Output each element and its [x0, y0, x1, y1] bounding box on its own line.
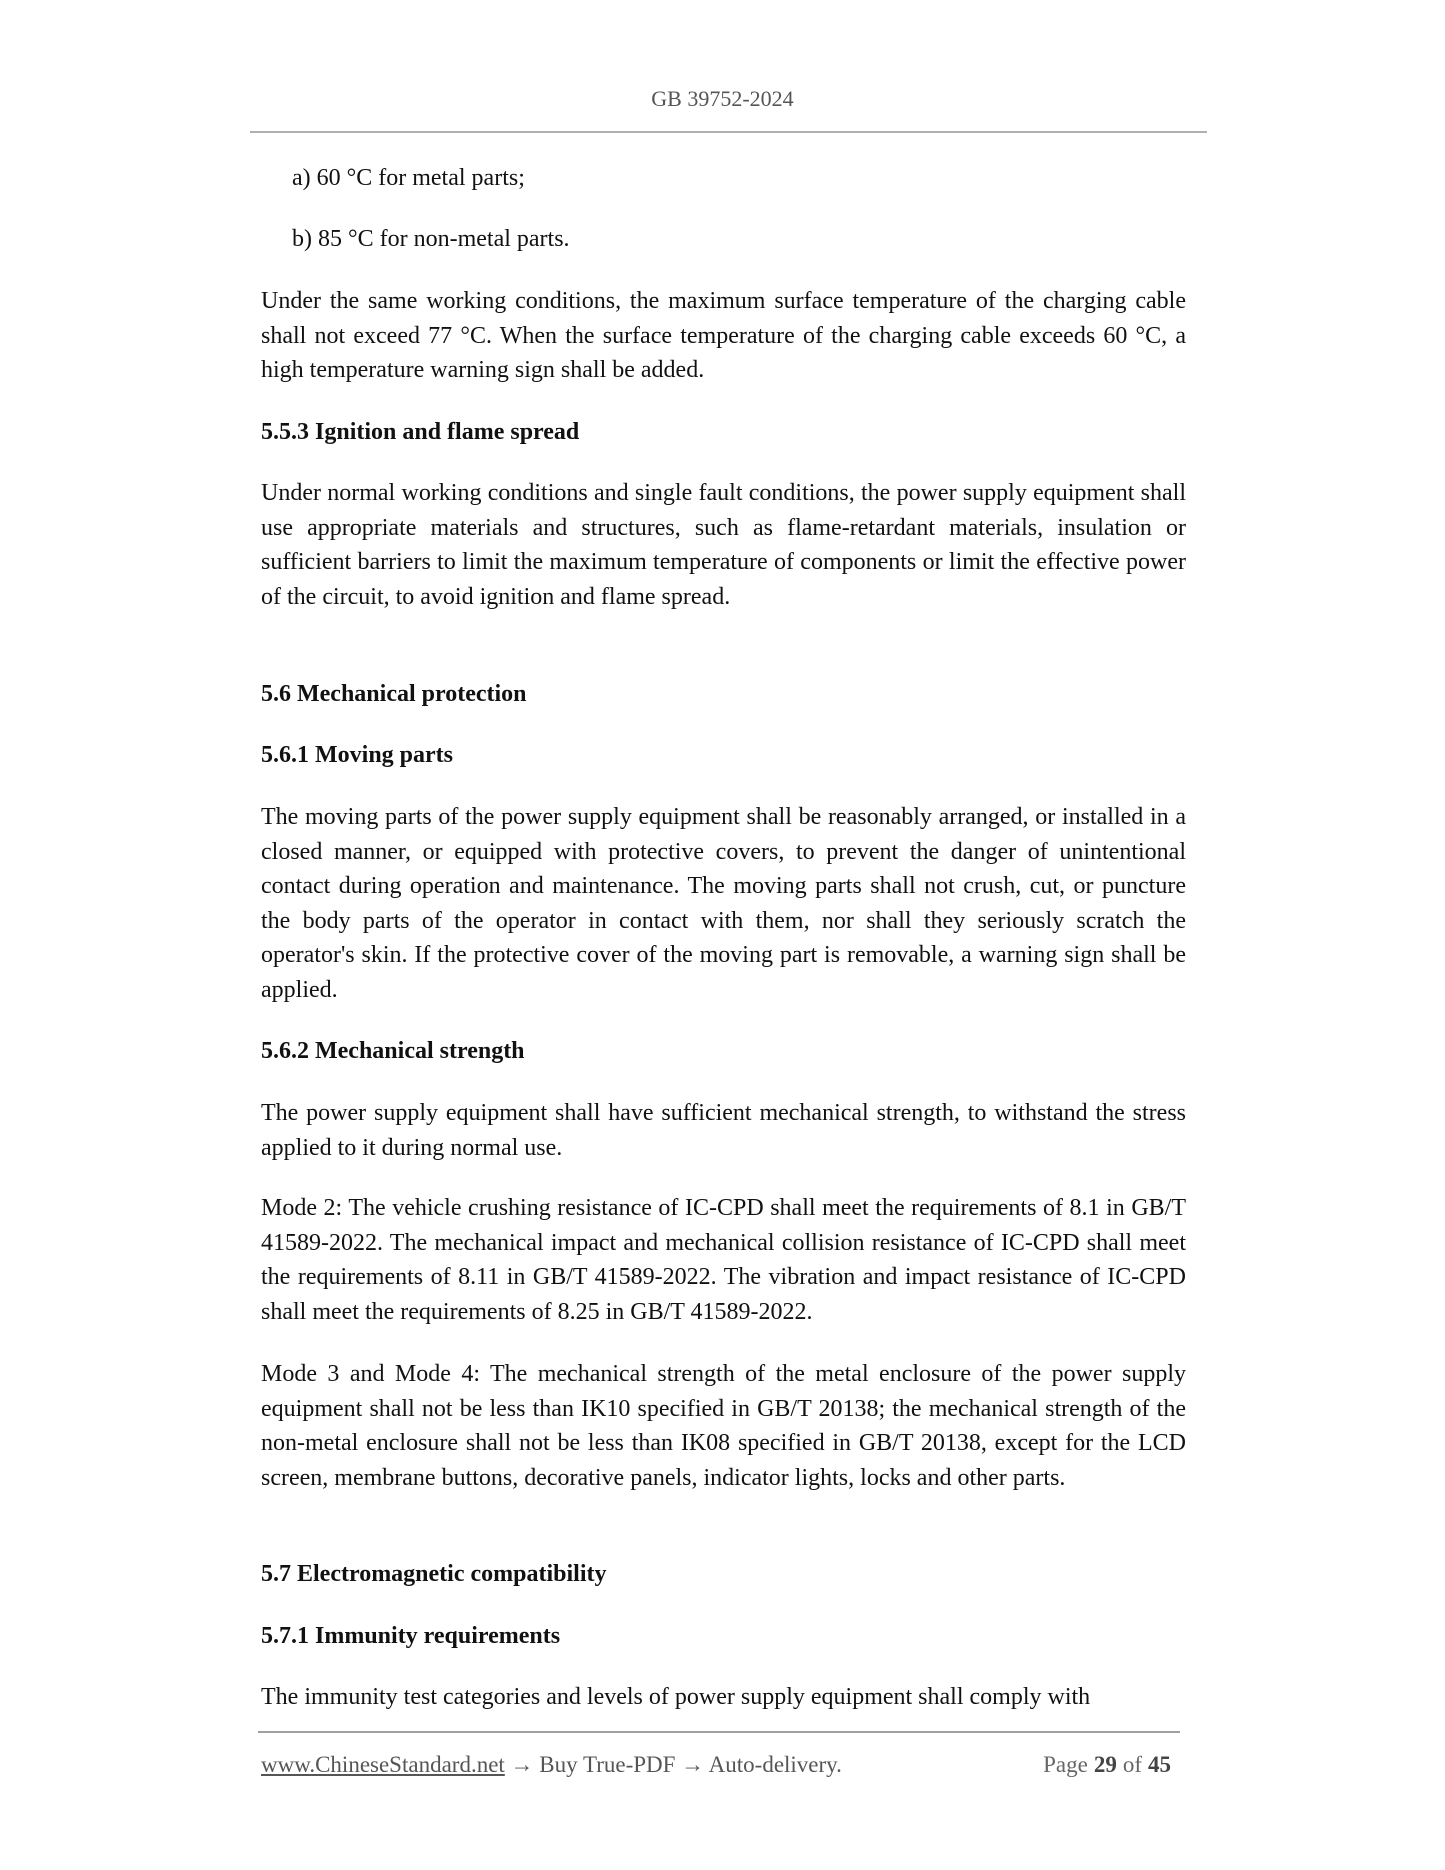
- paragraph-mode-3-4: Mode 3 and Mode 4: The mechanical strength of the metal enclosure of the power supply equipment shall not be less than IK10 specified in GB/T 20138; the mechanical strength of the non-metal enclosure shall not be less than IK08 specified in GB/T 20138, except for the LCD screen, membrane buttons, decorative panels, indicator lights, locks and other parts.: [261, 1361, 1186, 1491]
- of-label: of: [1122, 1752, 1142, 1777]
- heading-5-5-3: 5.5.3 Ignition and flame spread: [261, 419, 580, 445]
- heading-5-6: 5.6 Mechanical protection: [261, 681, 527, 707]
- paragraph-mode-2: Mode 2: The vehicle crushing resistance of IC-CPD shall meet the requirements of 8.1 in GB/T 41589-2022. The mechanical impact and mechanical collision resistance of IC-CPD shall meet the requirements of 8.11 in GB/T 41589-2022. The vibration and impact resistance of IC-CPD shall meet the requirements of 8.25 in GB/T 41589-2022.: [261, 1195, 1186, 1325]
- footer-text: [261, 1752, 842, 1778]
- heading-5-6-2: 5.6.2 Mechanical strength: [261, 1038, 525, 1064]
- total-pages: 45: [1148, 1752, 1171, 1777]
- footer-divider: [258, 1731, 1180, 1733]
- heading-5-6-1: 5.6.1 Moving parts: [261, 742, 453, 768]
- document-header: GB 39752-2024: [651, 86, 794, 111]
- paragraph-mechanical-strength: The power supply equipment shall have sufficient mechanical strength, to withstand the stress applied to it during normal use.: [261, 1100, 1186, 1161]
- list-item-b: b) 85 °C for non-metal parts.: [292, 226, 570, 252]
- heading-5-7-1: 5.7.1 Immunity requirements: [261, 1623, 561, 1649]
- website-link[interactable]: www.ChineseStandard.net: [261, 1752, 505, 1777]
- footer-promo: → Buy True-PDF → Auto-delivery.: [504, 1752, 842, 1777]
- paragraph-moving-parts: The moving parts of the power supply equipment shall be reasonably arranged, or installed in a closed manner, or equipped with protective covers, to prevent the danger of unintentional contact during operation and maintenance. The moving parts shall not crush, cut, or puncture the body parts of the operator in contact with them, nor shall they seriously scratch the operator's skin. If the protective cover of the moving part is removable, a warning sign shall be applied.: [261, 804, 1186, 1003]
- paragraph-cable-temperature: Under the same working conditions, the maximum surface temperature of the charging cable shall not exceed 77 °C. When the surface temperature of the charging cable exceeds 60 °C, a high temperature warning sign shall be added.: [261, 288, 1186, 384]
- heading-5-7: 5.7 Electromagnetic compatibility: [261, 1561, 607, 1587]
- page-number: [1043, 1752, 1177, 1778]
- list-item-a: a) 60 °C for metal parts;: [292, 165, 525, 191]
- page-label: Page: [1043, 1752, 1088, 1777]
- current-page: 29: [1093, 1752, 1117, 1777]
- paragraph-immunity: The immunity test categories and levels of power supply equipment shall comply with: [261, 1684, 1091, 1710]
- paragraph-ignition: Under normal working conditions and single fault conditions, the power supply equipment shall use appropriate materials and structures, such as flame-retardant materials, insulation or sufficient barriers to limit the maximum temperature of components or limit the effective power of the circuit, to avoid ignition and flame spread.: [261, 480, 1186, 610]
- header-divider: [250, 131, 1207, 133]
